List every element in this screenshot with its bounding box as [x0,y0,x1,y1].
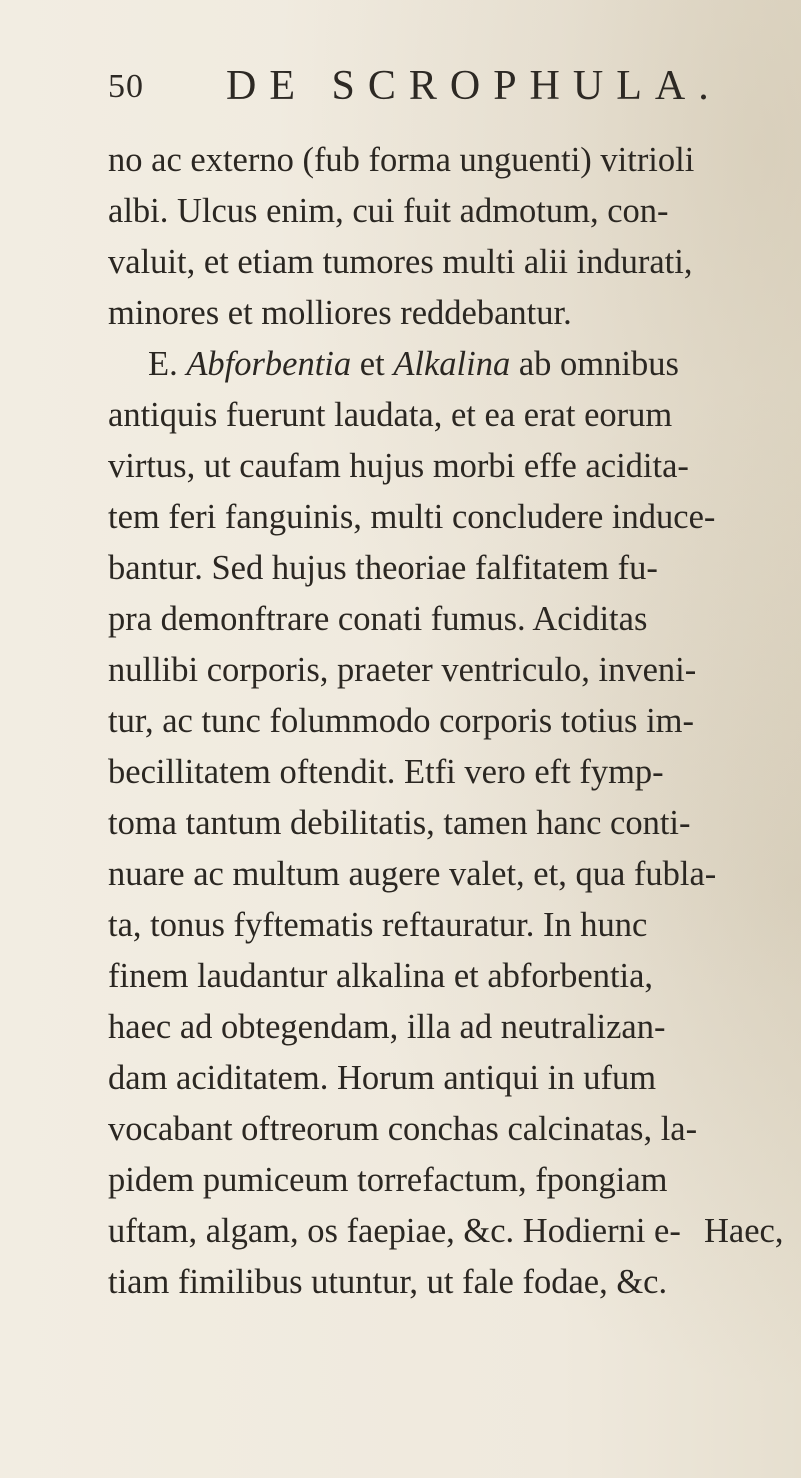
running-title: DE SCROPHULA. [226,63,722,109]
text-line: ta, tonus fyftematis reftauratur. In hunc [108,906,648,944]
section-label: E. [148,345,187,383]
text-line: valuit, et etiam tumores multi alii indurati, [108,243,693,281]
text-line: haec ad obtegendam, illa ad neutralizan- [108,1008,666,1046]
text-line: finem laudantur alkalina et abforbentia, [108,957,654,995]
text-line: virtus, ut caufam hujus morbi effe acidita- [108,447,689,485]
text-line: uftam, algam, os faepiae, &c. Hodierni e- [108,1212,681,1250]
text-line: toma tantum debilitatis, tamen hanc conti- [108,804,691,842]
catchword: Haec, [704,1212,784,1250]
text-line: no ac externo (fub forma unguenti) vitrioli [108,141,695,179]
text-line: pidem pumiceum torrefactum, fpongiam [108,1161,668,1199]
section-e-first-line [108,339,788,390]
text-line: dam aciditatem. Horum antiqui in ufum [108,1059,657,1097]
line-tail: ab omnibus [510,345,679,383]
conjunction: et [351,345,394,383]
text-line: antiquis fuerunt laudata, et ea erat eorum [108,396,673,434]
text-line: tem feri fanguinis, multi concludere induce- [108,498,716,536]
text-line: albi. Ulcus enim, cui fuit admotum, con- [108,192,669,230]
page-header [108,62,748,112]
page-number: 50 [108,68,144,105]
text-line: pra demonftrare conati fumus. Aciditas [108,600,648,638]
text-line: bantur. Sed hujus theoriae falfitatem fu- [108,549,658,587]
term-abforbentia: Abforbentia [186,345,352,383]
text-line: tur, ac tunc folummodo corporis totius im- [108,702,694,740]
body-text [108,135,788,1308]
text-line: nullibi corporis, praeter ventriculo, inveni- [108,651,697,689]
text-line: minores et molliores reddebantur. [108,294,572,332]
text-line: vocabant oftreorum conchas calcinatas, la- [108,1110,698,1148]
text-line: tiam fimilibus utuntur, ut fale fodae, &c. [108,1263,668,1301]
text-line: becillitatem oftendit. Etfi vero eft fymp- [108,753,664,791]
text-line: nuare ac multum augere valet, et, qua fubla- [108,855,717,893]
term-alkalina: Alkalina [393,345,511,383]
